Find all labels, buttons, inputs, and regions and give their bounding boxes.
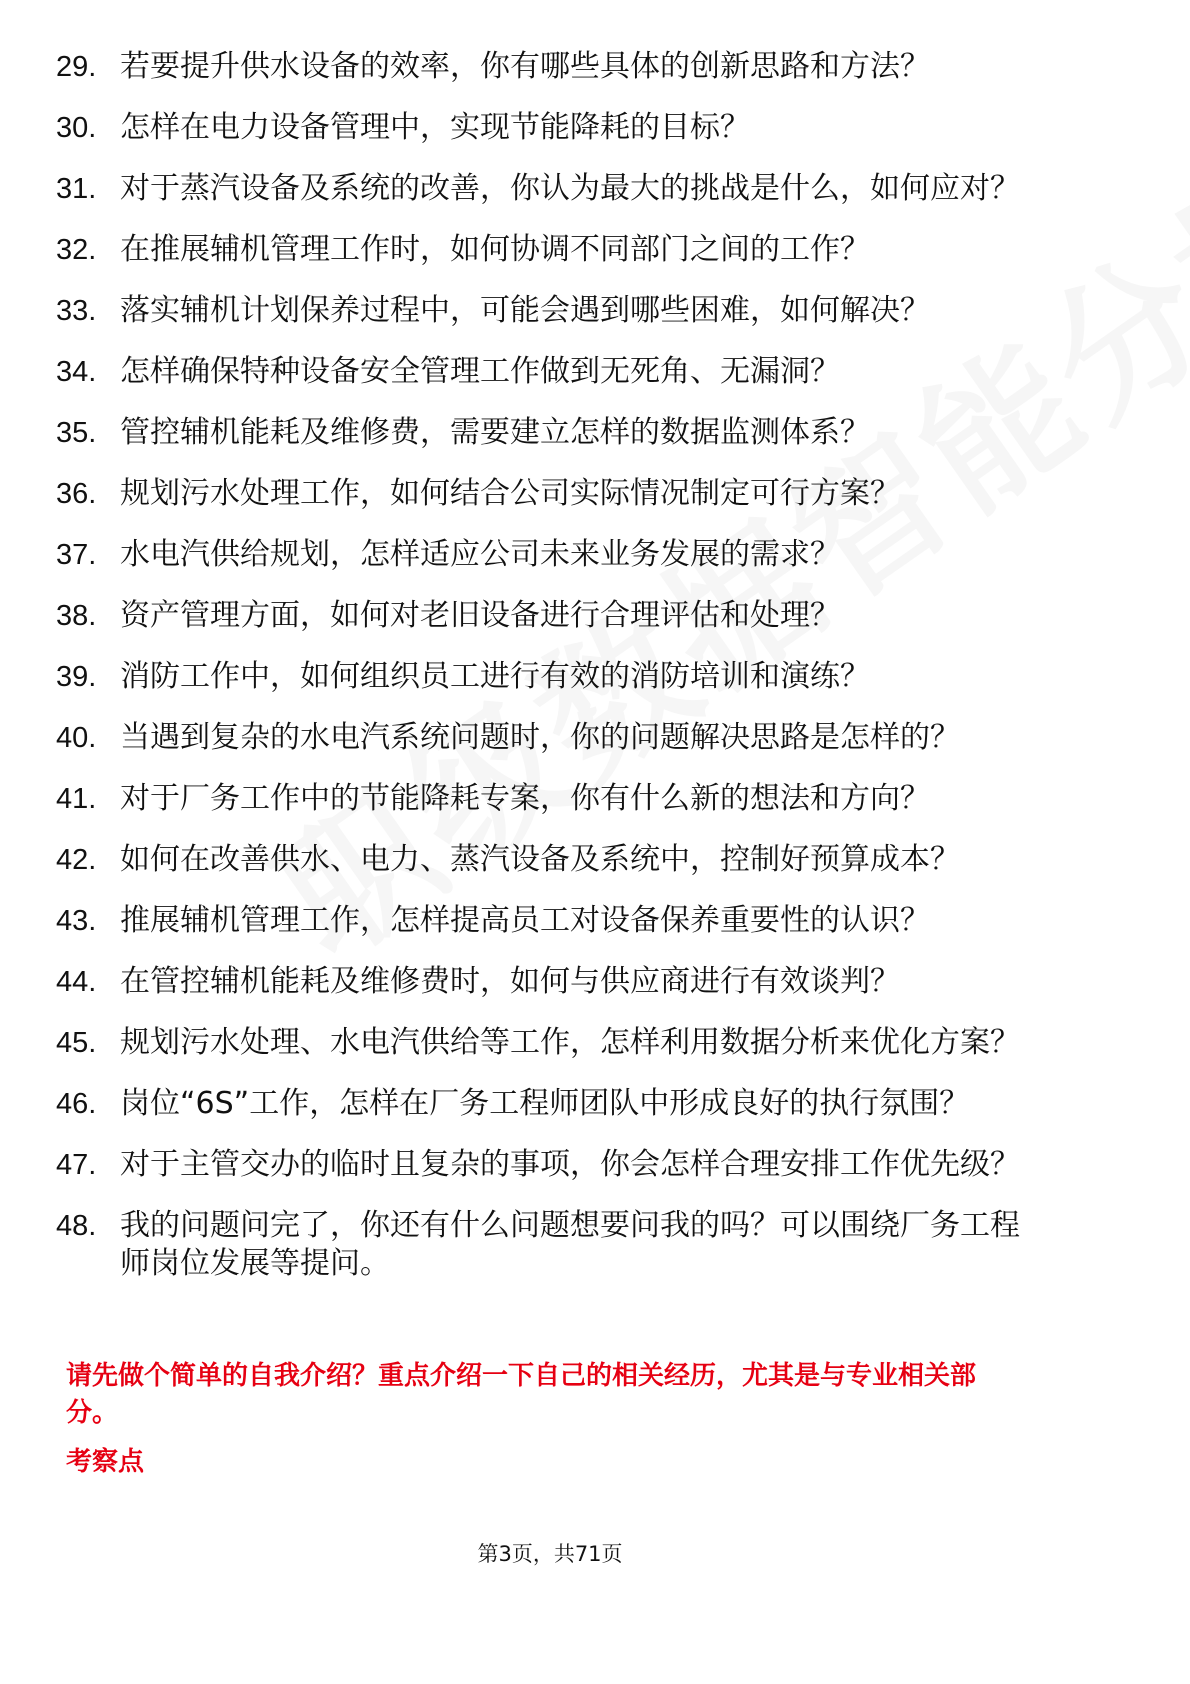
question-text: 怎样在电力设备管理中，实现节能降耗的目标？ [120,110,750,145]
question-text: 资产管理方面，如何对老旧设备进行合理评估和处理？ [120,598,840,633]
question-text: 规划污水处理、水电汽供给等工作，怎样利用数据分析来优化方案？ [120,1025,1020,1060]
question-number: 44. [56,966,97,998]
question-item [56,780,1136,818]
question-item [56,48,1136,86]
question-item [56,353,1136,391]
question-number: 36. [56,478,97,510]
question-text: 在管控辅机能耗及维修费时，如何与供应商进行有效谈判？ [120,964,900,999]
question-text: 落实辅机计划保养过程中，可能会遇到哪些困难，如何解决？ [120,293,930,328]
question-number: 29. [56,51,97,83]
question-number: 43. [56,905,97,937]
question-item [56,109,1136,147]
question-text: 在推展辅机管理工作时，如何协调不同部门之间的工作？ [120,232,870,267]
question-item [56,1024,1136,1062]
question-number: 39. [56,661,97,693]
question-number: 37. [56,539,97,571]
question-text: 怎样确保特种设备安全管理工作做到无死角、无漏洞？ [120,354,840,389]
question-text: 管控辅机能耗及维修费，需要建立怎样的数据监测体系？ [120,415,870,450]
question-item [56,414,1136,452]
question-number: 32. [56,234,97,266]
question-item [56,658,1136,696]
question-number: 42. [56,844,97,876]
section-label-assessment-points: 考察点 [66,1447,145,1477]
question-item [56,1085,1136,1123]
question-text: 水电汽供给规划，怎样适应公司未来业务发展的需求？ [120,537,840,572]
question-number: 30. [56,112,97,144]
question-number: 46. [56,1088,97,1120]
question-item [56,719,1136,757]
question-text: 岗位“6S”工作，怎样在厂务工程师团队中形成良好的执行氛围？ [120,1086,970,1121]
question-number: 33. [56,295,97,327]
question-number: 35. [56,417,97,449]
question-text: 消防工作中，如何组织员工进行有效的消防培训和演练？ [120,659,870,694]
question-item [56,292,1136,330]
question-list [56,48,1136,1306]
question-item [56,963,1136,1001]
question-text: 当遇到复杂的水电汽系统问题时，你的问题解决思路是怎样的？ [120,720,960,755]
question-item [56,1146,1136,1184]
question-number: 40. [56,722,97,754]
question-item [56,475,1136,513]
question-item [56,1207,1136,1283]
question-item [56,841,1136,879]
page-footer: 第3页，共71页 [477,1542,623,1566]
question-number: 47. [56,1149,97,1181]
question-text: 我的问题问完了，你还有什么问题想要问我的吗？可以围绕厂务工程师岗位发展等提问。 [120,1208,1020,1281]
question-text: 推展辅机管理工作，怎样提高员工对设备保养重要性的认识？ [120,903,930,938]
question-item [56,170,1136,208]
question-text: 规划污水处理工作，如何结合公司实际情况制定可行方案？ [120,476,900,511]
question-text: 对于厂务工作中的节能降耗专案，你有什么新的想法和方向？ [120,781,930,816]
question-item [56,597,1136,635]
question-number: 38. [56,600,97,632]
question-number: 31. [56,173,97,205]
question-number: 34. [56,356,97,388]
question-item [56,536,1136,574]
question-item [56,902,1136,940]
question-item [56,231,1136,269]
question-text: 若要提升供水设备的效率，你有哪些具体的创新思路和方法？ [120,49,930,84]
question-number: 45. [56,1027,97,1059]
question-text: 对于蒸汽设备及系统的改善，你认为最大的挑战是什么，如何应对？ [120,171,1020,206]
intro-prompt: 请先做个简单的自我介绍？重点介绍一下自己的相关经历，尤其是与专业相关部分。 [66,1361,977,1428]
question-text: 对于主管交办的临时且复杂的事项，你会怎样合理安排工作优先级？ [120,1147,1020,1182]
question-number: 41. [56,783,97,815]
question-text: 如何在改善供水、电力、蒸汽设备及系统中，控制好预算成本？ [120,842,960,877]
question-number: 48. [56,1210,97,1242]
